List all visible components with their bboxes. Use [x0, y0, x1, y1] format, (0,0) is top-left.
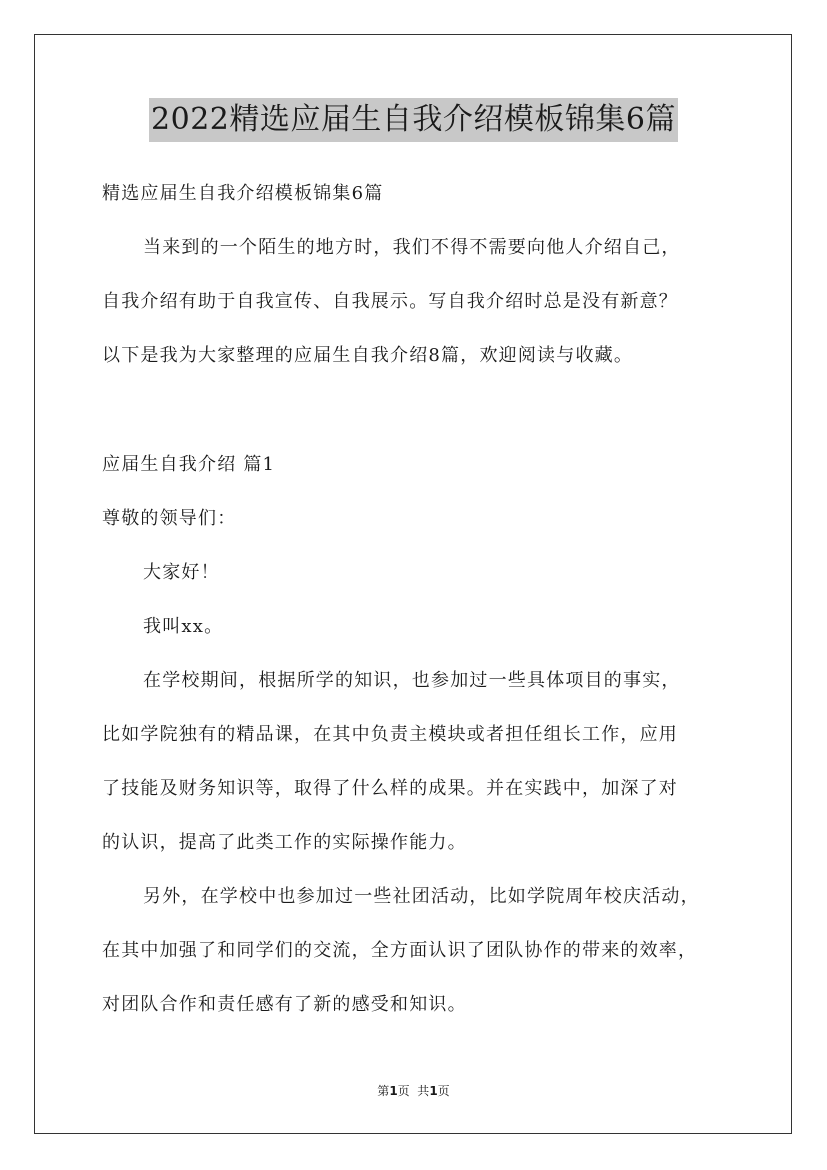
section-heading: 应届生自我介绍 篇1: [102, 454, 276, 475]
paragraph2-line-2: 在其中加强了和同学们的交流，全方面认识了团队协作的带来的效率，: [102, 940, 698, 961]
salutation: 尊敬的领导们：: [102, 508, 237, 529]
intro-line-3: 以下是我为大家整理的应届生自我介绍8篇，欢迎阅读与收藏。: [102, 345, 634, 366]
paragraph1-line-3: 了技能及财务知识等，取得了什么样的成果。并在实践中，加深了对: [102, 778, 678, 799]
document-title: 2022精选应届生自我介绍模板锦集6篇: [149, 98, 678, 142]
page-footer: [0, 1083, 827, 1099]
paragraph2-line-1: 另外，在学校中也参加过一些社团活动，比如学院周年校庆活动，: [143, 886, 700, 907]
intro-line-1: 当来到的一个陌生的地方时，我们不得不需要向他人介绍自己，: [143, 237, 681, 258]
paragraph1-line-4: 的认识，提高了此类工作的实际操作能力。: [102, 832, 467, 853]
greeting: 大家好！: [143, 562, 220, 583]
footer-total-pages: 1: [429, 1084, 438, 1098]
title-container: [0, 98, 827, 142]
footer-page-number: 1: [389, 1084, 398, 1098]
footer-page-suffix: 页 共: [397, 1084, 430, 1098]
footer-total-suffix: 页: [437, 1084, 450, 1098]
paragraph1-line-2: 比如学院独有的精品课，在其中负责主模块或者担任组长工作，应用: [102, 724, 678, 745]
paragraph2-line-3: 对团队合作和责任感有了新的感受和知识。: [102, 994, 467, 1015]
footer-page-prefix: 第: [377, 1084, 390, 1098]
document-subtitle: 精选应届生自我介绍模板锦集6篇: [102, 183, 384, 204]
name-line: 我叫xx。: [143, 616, 224, 637]
intro-line-2: 自我介绍有助于自我宣传、自我展示。写自我介绍时总是没有新意？: [102, 291, 678, 312]
paragraph1-line-1: 在学校期间，根据所学的知识，也参加过一些具体项目的事实，: [143, 670, 681, 691]
